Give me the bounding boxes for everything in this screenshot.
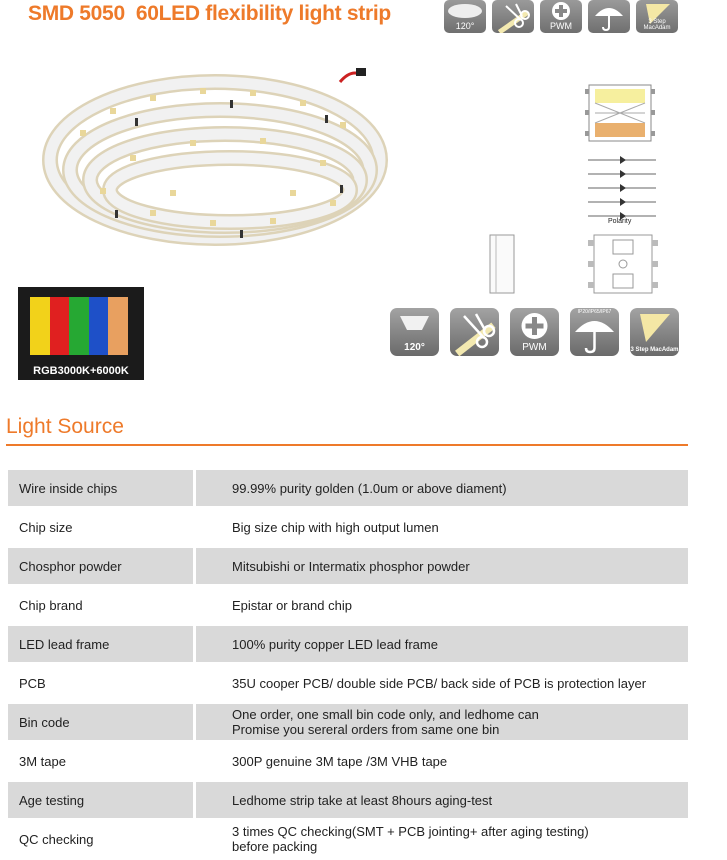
table-row (8, 743, 688, 779)
spec-value: 100% purity copper LED lead frame (196, 626, 688, 662)
led-strip-reel-image (40, 60, 390, 250)
cuttable-icon (450, 308, 499, 356)
spec-key: Chosphor powder (8, 548, 193, 584)
table-row (8, 782, 688, 818)
spec-value-line: 3 times QC checking(SMT + PCB jointing+ after aging testing) (232, 824, 589, 839)
pwm-label: PWM (522, 342, 547, 353)
pwm-icon (540, 0, 582, 33)
color-bars (30, 297, 128, 355)
section-divider (6, 444, 688, 446)
spec-key: Age testing (8, 782, 193, 818)
pwm-label: PWM (550, 21, 572, 31)
page-title: SMD 5050 60LED flexibility light strip (28, 2, 391, 25)
spec-key: Bin code (8, 704, 193, 740)
spec-key: Wire inside chips (8, 470, 193, 506)
cuttable-icon (492, 0, 534, 33)
table-row (8, 509, 688, 545)
spec-value: Ledhome strip take at least 8hours aging-test (196, 782, 688, 818)
table-row (8, 470, 688, 506)
blue-bar (89, 297, 109, 355)
polarity-label: Polarity (608, 218, 632, 225)
green-bar (69, 297, 89, 355)
spec-value-line: Promise you sereral orders from same one bin (232, 722, 500, 737)
ip-rating-label: IP20/IP65/IP67 (577, 309, 612, 315)
beam-angle-label: 120° (455, 21, 475, 31)
light-source-spec-table (8, 467, 688, 860)
spec-value-line: One order, one small bin code only, and ledhome can (232, 707, 539, 722)
spec-value (196, 704, 688, 740)
macadam-icon (636, 0, 678, 33)
beam-angle-icon (444, 0, 486, 33)
top-feature-icons (444, 0, 678, 33)
spec-value: 35U cooper PCB/ double side PCB/ back side of PCB is protection layer (232, 675, 647, 691)
red-bar (50, 297, 70, 355)
color-swatch-panel (18, 287, 144, 380)
strip-back-view (588, 234, 658, 294)
chip-layout-diagram (585, 83, 655, 143)
spec-key: LED lead frame (8, 626, 193, 662)
yellow-bar (30, 297, 50, 355)
table-row (8, 587, 688, 623)
spec-value: 300P genuine 3M tape /3M VHB tape (232, 753, 448, 769)
macadam-label: 3 Step MacAdam (643, 19, 671, 31)
beam-angle-icon (390, 308, 439, 356)
pwm-icon (510, 308, 559, 356)
macadam-icon (630, 308, 679, 356)
spec-value: 99.99% purity golden (1.0um or above diament) (196, 470, 688, 506)
polarity-diagram (582, 150, 662, 230)
waterproof-icon (588, 0, 630, 33)
spec-value: Epistar or brand chip (232, 597, 352, 613)
spec-value-line: before packing (232, 839, 318, 854)
spec-key: QC checking (19, 831, 94, 847)
macadam-label: 3 Step MacAdam (630, 347, 679, 353)
spec-key: 3M tape (19, 753, 66, 769)
spec-value (196, 821, 688, 857)
waterproof-icon (570, 308, 619, 356)
table-row (8, 548, 688, 584)
feature-icons (390, 308, 679, 356)
spec-value: Big size chip with high output lumen (232, 519, 439, 535)
swatch-caption: RGB3000K+6000K (33, 365, 129, 377)
warm-bar (108, 297, 128, 355)
table-row (8, 821, 688, 857)
section-title-light-source: Light Source (6, 415, 124, 438)
table-row (8, 626, 688, 662)
table-row (8, 704, 688, 740)
table-row (8, 665, 688, 701)
spec-value: Mitsubishi or Intermatix phosphor powder (196, 548, 688, 584)
spec-key: PCB (19, 675, 46, 691)
spec-key: Chip size (19, 519, 73, 535)
beam-angle-label: 120° (404, 342, 425, 353)
spec-key: Chip brand (19, 597, 83, 613)
strip-side-view (488, 234, 516, 294)
